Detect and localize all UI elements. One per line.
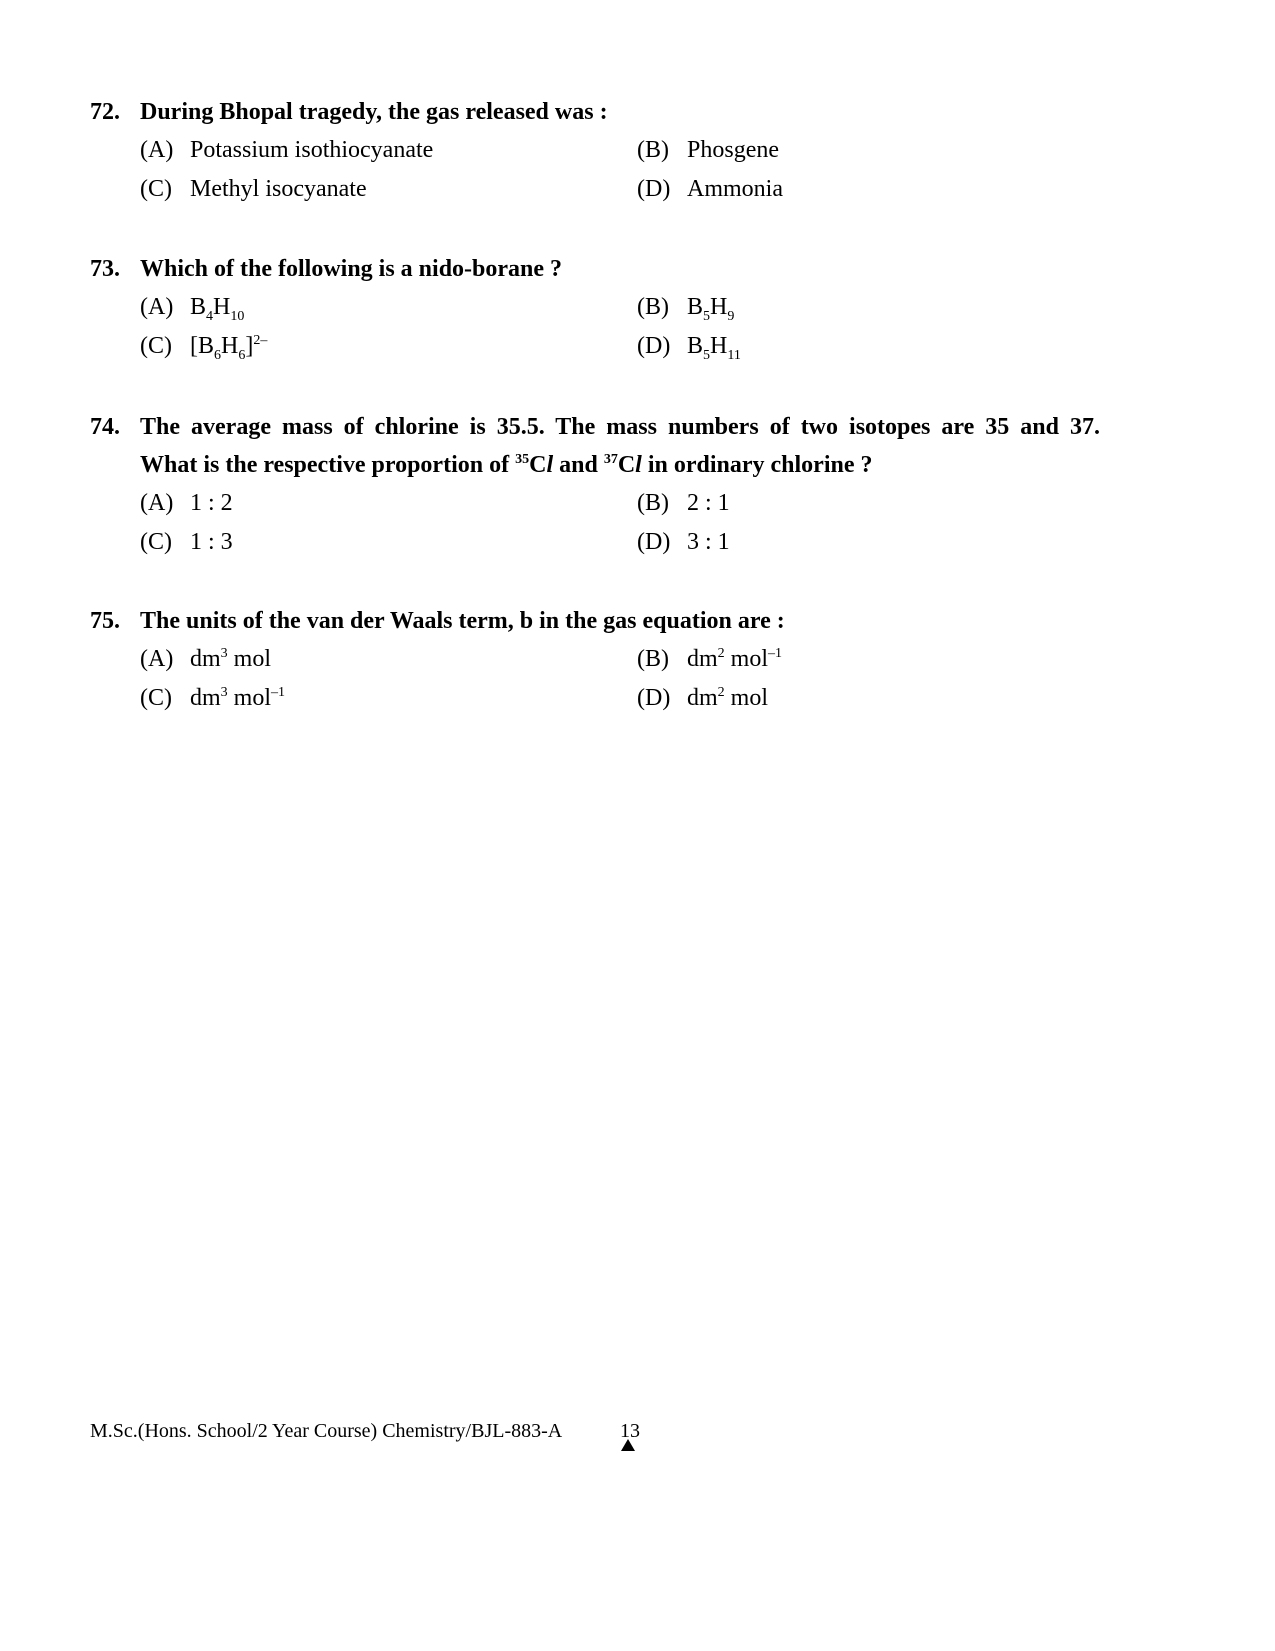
option-label: (C) (140, 176, 172, 202)
option-c (140, 170, 637, 209)
option-label: (B) (637, 646, 669, 672)
question-text-line-2: What is the respective proportion of $^{35}$Cl and $^{37}$Cl in ordinary chlorine ? (140, 452, 873, 478)
question-number: 72. (90, 99, 120, 125)
option-text: Ammonia (687, 176, 783, 202)
question-stem (90, 408, 1100, 446)
option-text: 1 : 2 (190, 490, 233, 516)
option-c (140, 523, 637, 562)
units-dm3-mol-inverse: $dm^3$ mol$^{-1}$ (190, 685, 286, 711)
formula-b6h6-ion: $[B_6H_6]^{2-}$ (190, 333, 268, 363)
option-d (637, 679, 1037, 718)
page-number: 13 (620, 1420, 640, 1442)
question-stem (90, 93, 1100, 131)
option-text: Phosgene (687, 137, 779, 163)
option-label: (B) (637, 490, 669, 516)
units-dm3-mol: $dm^3$ mol (190, 646, 272, 672)
option-label: (D) (637, 333, 671, 359)
option-label: (C) (140, 333, 172, 359)
option-text: 2 : 1 (687, 490, 730, 516)
option-b (637, 640, 1037, 679)
question-stem (90, 602, 1100, 640)
option-a (140, 131, 637, 170)
option-a (140, 640, 637, 679)
formula-b4h10: $B_4H_{10}$ (190, 294, 245, 324)
option-a (140, 484, 637, 523)
units-dm2-mol: $dm^2$ mol (687, 685, 769, 711)
question-74 (90, 408, 1100, 562)
option-c (140, 679, 637, 718)
question-73 (90, 250, 1100, 366)
option-b (637, 484, 1037, 523)
option-text: Potassium isothiocyanate (190, 137, 434, 163)
option-label: (C) (140, 685, 172, 711)
question-text: Which of the following is a nido-borane ? (140, 256, 563, 282)
option-b (637, 131, 1037, 170)
options-grid (140, 640, 1100, 718)
option-label: (A) (140, 137, 174, 163)
option-label: (C) (140, 529, 172, 555)
option-label: (A) (140, 490, 174, 516)
question-text: The units of the van der Waals term, b in the gas equation are : (140, 608, 785, 634)
option-label: (B) (637, 294, 669, 320)
option-a (140, 288, 637, 327)
option-label: (A) (140, 646, 174, 672)
option-label: (D) (637, 685, 671, 711)
formula-b5h11: $B_5H_{11}$ (687, 333, 741, 363)
question-75 (90, 602, 1100, 718)
footer-course-code: M.Sc.(Hons. School/2 Year Course) Chemistry/BJL-883-A (90, 1420, 563, 1442)
question-number: 75. (90, 608, 120, 634)
question-72 (90, 93, 1100, 209)
option-d (637, 170, 1037, 209)
option-label: (B) (637, 137, 669, 163)
formula-b5h9: $B_5H_9$ (687, 294, 735, 324)
option-c (140, 327, 637, 366)
question-text-line-1: The average mass of chlorine is 35.5. The mass numbers of two isotopes are 35 and 37. (140, 414, 1100, 440)
option-d (637, 327, 1037, 366)
question-number: 74. (90, 414, 120, 440)
options-grid (140, 288, 1100, 366)
option-label: (D) (637, 529, 671, 555)
option-text: 3 : 1 (687, 529, 730, 555)
option-text: Methyl isocyanate (190, 176, 367, 202)
option-d (637, 523, 1037, 562)
question-stem (90, 250, 1100, 288)
option-label: (D) (637, 176, 671, 202)
question-stem-continued (90, 446, 1100, 484)
options-grid (140, 484, 1100, 562)
option-label: (A) (140, 294, 174, 320)
units-dm2-mol-inverse: $dm^2$ mol$^{-1}$ (687, 646, 783, 672)
option-text: 1 : 3 (190, 529, 233, 555)
triangle-marker-icon (621, 1439, 635, 1451)
options-grid (140, 131, 1100, 209)
question-text: During Bhopal tragedy, the gas released was : (140, 99, 608, 125)
question-number: 73. (90, 256, 120, 282)
option-b (637, 288, 1037, 327)
